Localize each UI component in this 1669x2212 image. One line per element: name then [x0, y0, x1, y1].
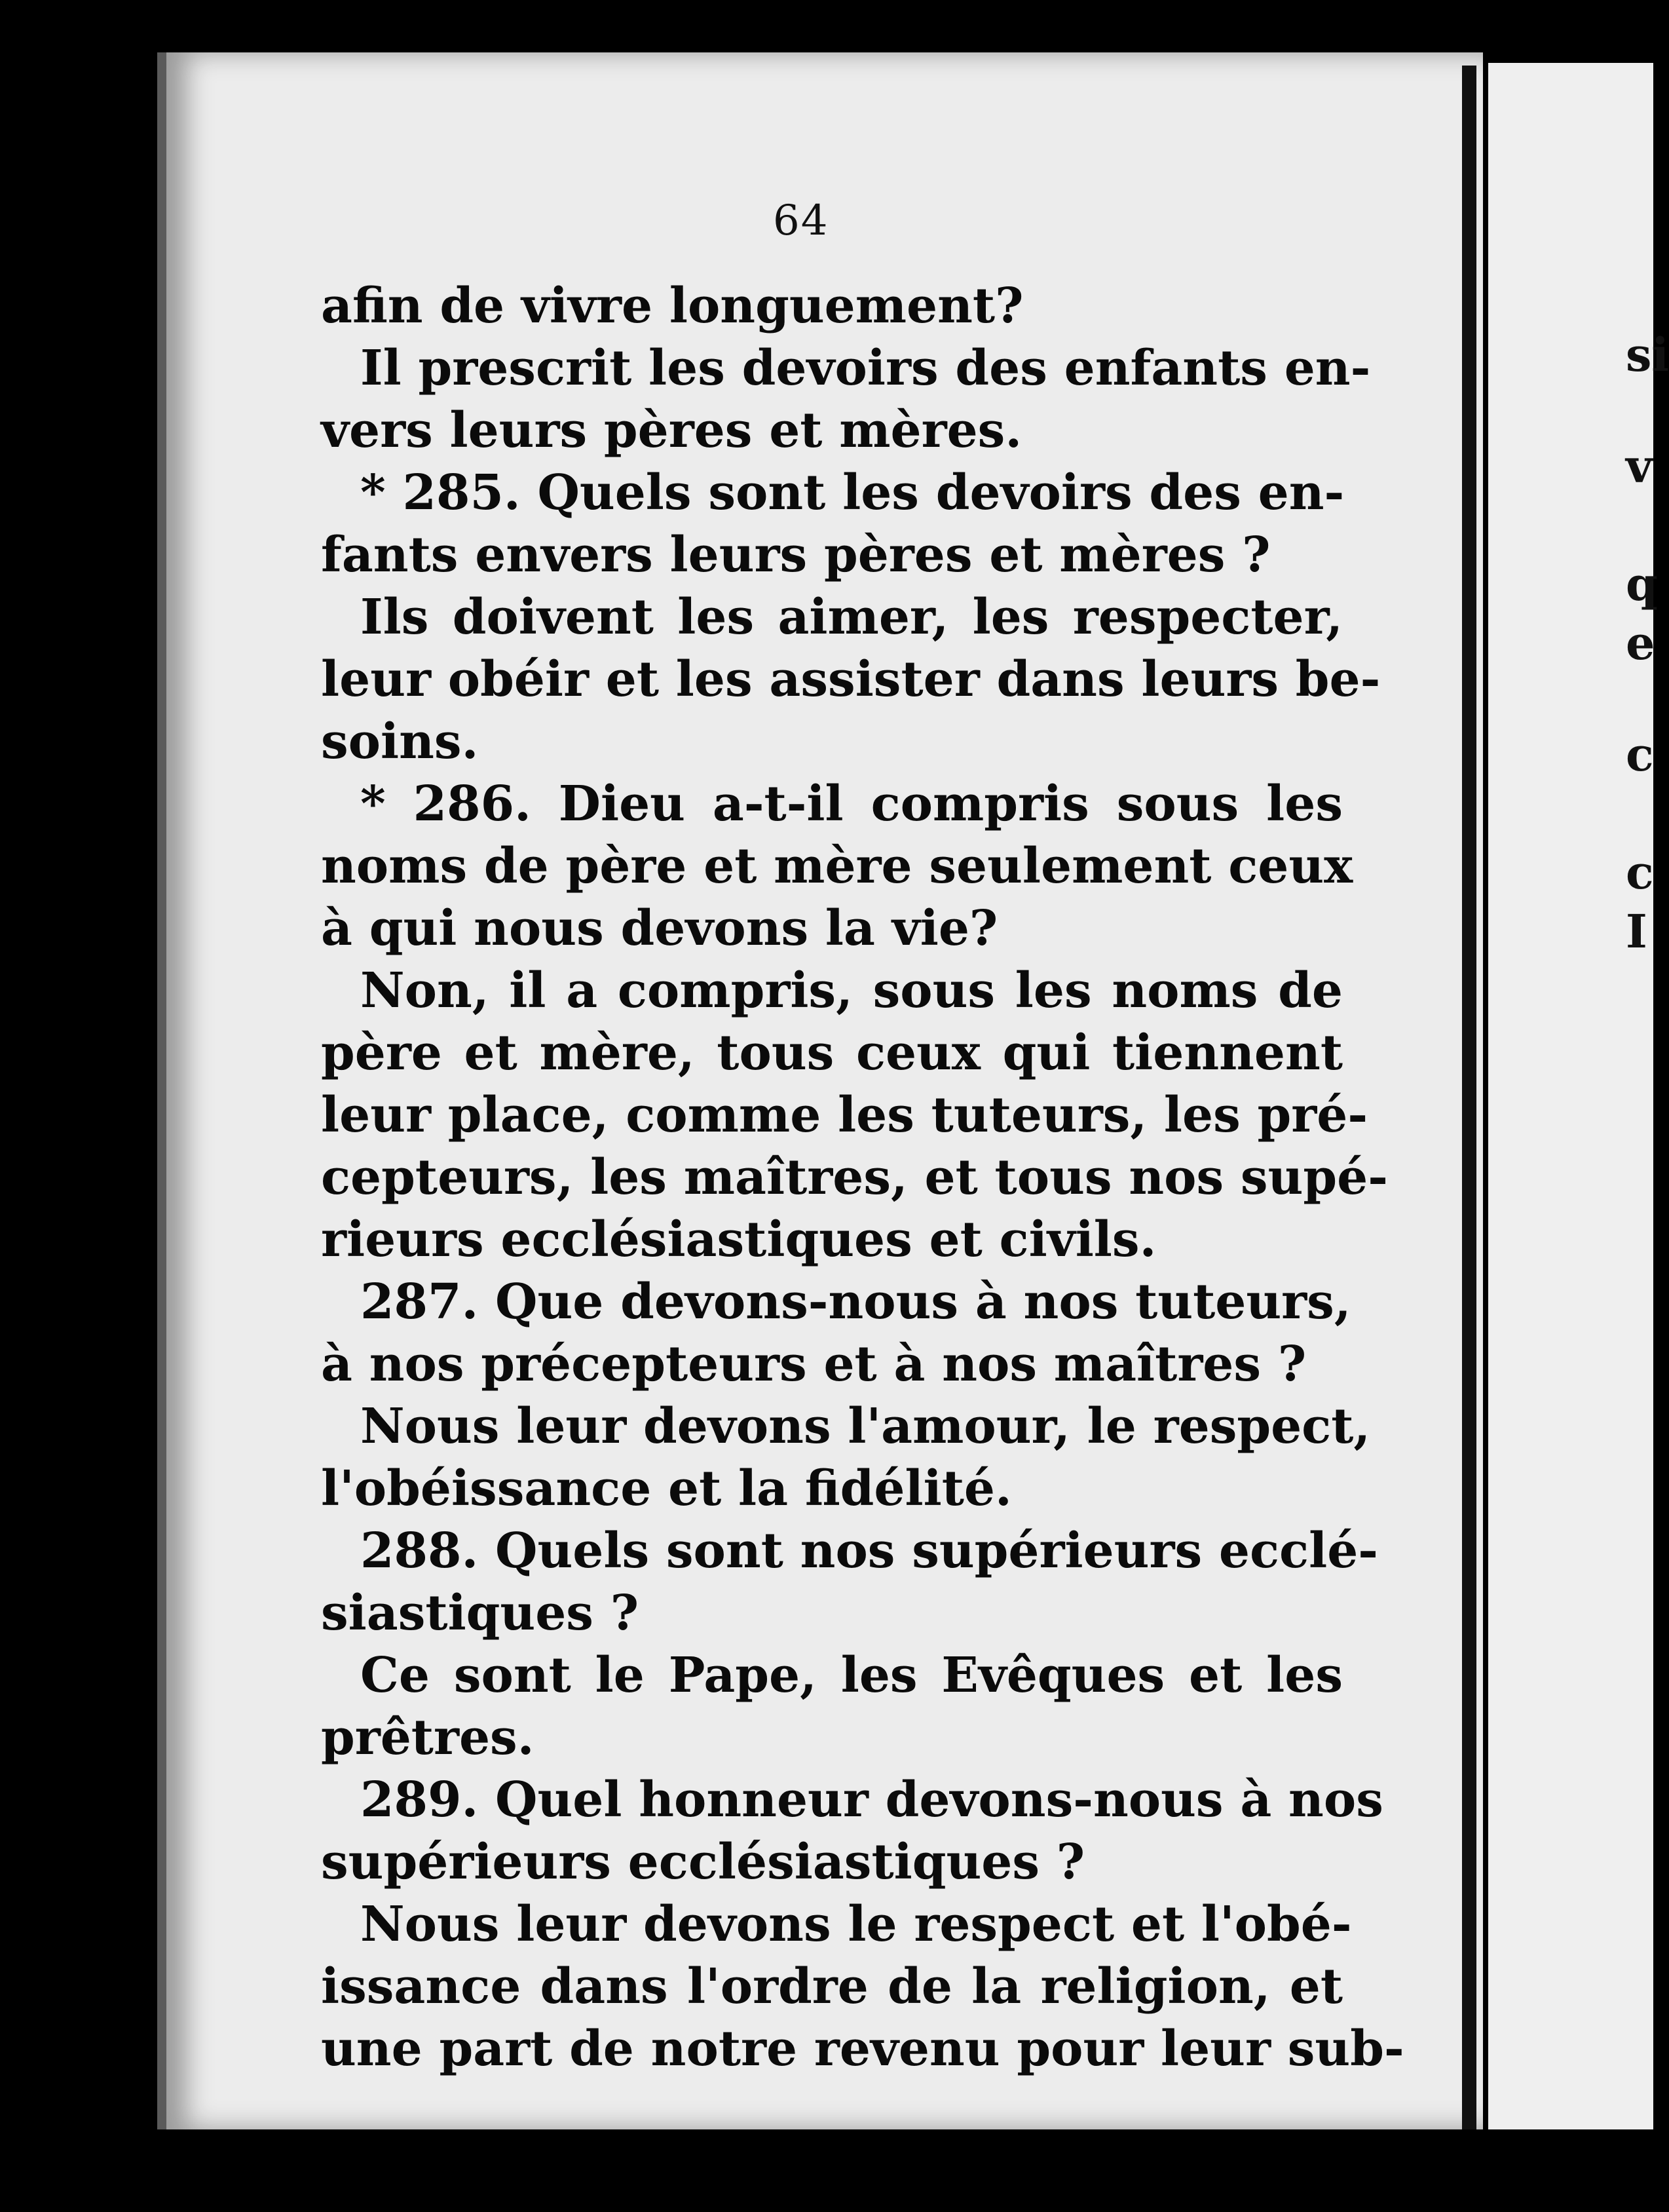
text-line: une part de notre revenu pour leur sub- — [321, 2021, 1404, 2077]
text-line: rieurs ecclésiastiques et civils. — [321, 1211, 1157, 1268]
text-line: 288. Quels sont nos supérieurs ecclé- — [360, 1523, 1378, 1579]
page-text — [321, 275, 1404, 2080]
text-line: siastiques ? — [321, 1585, 639, 1641]
page-gutter — [1462, 66, 1476, 2129]
page-number: 64 — [773, 197, 829, 245]
text-line: supérieurs ecclésiastiques ? — [321, 1834, 1085, 1890]
text-line: soins. — [321, 714, 479, 770]
text-line: prêtres. — [321, 1709, 534, 1766]
text-line: * 285. Quels sont les devoirs des en- — [360, 465, 1345, 521]
text-line: Il prescrit les devoirs des enfants en- — [360, 340, 1371, 396]
right-page-fragment: c — [1626, 845, 1654, 900]
text-line: 289. Quel honneur devons-nous à nos — [360, 1772, 1383, 1828]
text-line: à qui nous devons la vie? — [321, 900, 998, 957]
text-line: noms de père et mère seulement ceux — [321, 838, 1353, 894]
text-line: leur obéir et les assister dans leurs be- — [321, 651, 1381, 708]
right-page-fragment: e — [1626, 616, 1655, 670]
text-line: vers leurs pères et mères. — [321, 402, 1022, 459]
right-page-fragment: si — [1626, 328, 1669, 382]
text-line: Non, il a compris, sous les noms de — [360, 963, 1343, 1019]
text-line: père et mère, tous ceux qui tiennent — [321, 1025, 1343, 1081]
text-line: Nous leur devons l'amour, le respect, — [360, 1398, 1371, 1455]
right-page-fragment: c — [1626, 727, 1654, 782]
right-page-fragment: v — [1626, 439, 1653, 493]
text-line: fants envers leurs pères et mères ? — [321, 527, 1271, 583]
text-line: Ce sont le Pape, les Evêques et les — [360, 1647, 1343, 1704]
text-line: l'obéissance et la fidélité. — [321, 1460, 1012, 1517]
text-line: Ils doivent les aimer, les respecter, — [360, 589, 1343, 645]
text-line: afin de vivre longuement? — [321, 278, 1024, 334]
text-line: * 286. Dieu a-t-il compris sous les — [360, 776, 1343, 832]
text-line: cepteurs, les maîtres, et tous nos supé- — [321, 1149, 1388, 1206]
text-line: à nos précepteurs et à nos maîtres ? — [321, 1336, 1307, 1392]
right-page-fragment: q — [1626, 557, 1658, 611]
right-page-fragment: I — [1626, 904, 1647, 959]
text-line: issance dans l'ordre de la religion, et — [321, 1958, 1343, 2015]
text-line: leur place, comme les tuteurs, les pré- — [321, 1087, 1368, 1143]
text-line: 287. Que devons-nous à nos tuteurs, — [360, 1274, 1351, 1330]
text-line: Nous leur devons le respect et l'obé- — [360, 1896, 1352, 1953]
